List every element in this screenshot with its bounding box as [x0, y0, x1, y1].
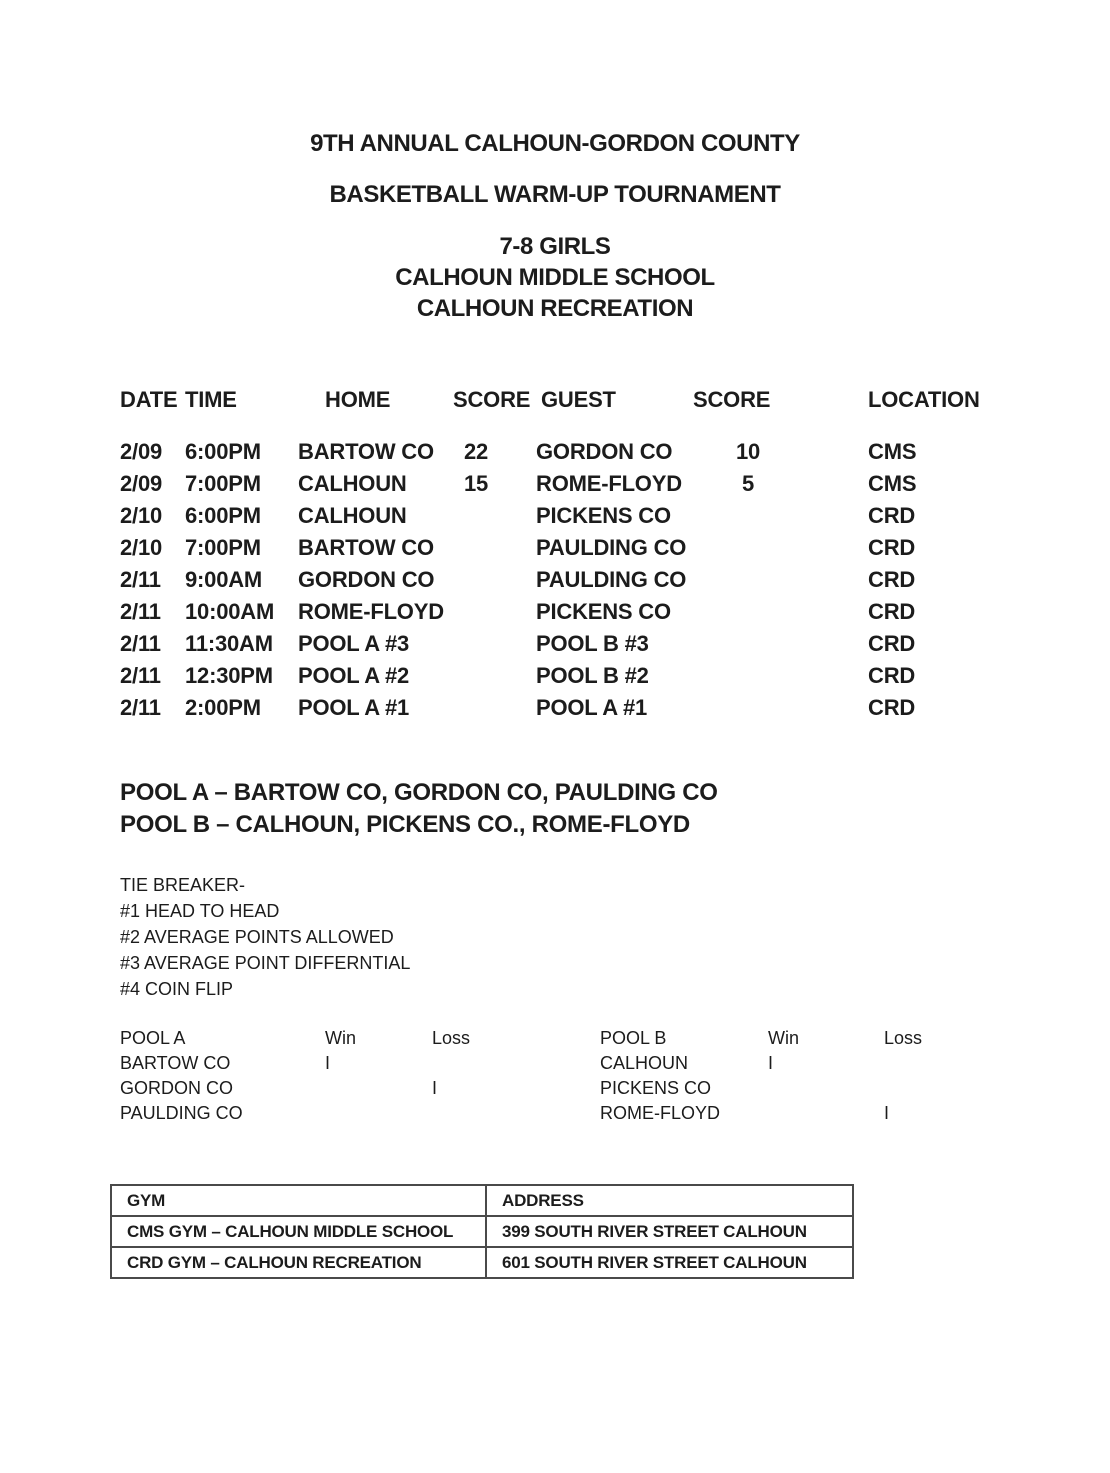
game-location: CMS: [868, 471, 917, 496]
pool-b-loss-label: Loss: [884, 1028, 923, 1048]
pool-a-title: POOL A: [120, 1028, 186, 1048]
home-team: POOL A #3: [298, 631, 410, 656]
pool-b-team: CALHOUN: [600, 1053, 689, 1073]
schedule-header-home: HOME: [325, 387, 391, 412]
pool-a-win-label: Win: [325, 1028, 356, 1048]
tie-breaker-heading: TIE BREAKER-: [120, 875, 246, 895]
home-team: POOL A #2: [298, 663, 410, 688]
gym-table-row: [111, 1216, 853, 1247]
tie-breaker-rule-4: #4 COIN FLIP: [120, 979, 234, 999]
game-date: 2/11: [120, 631, 161, 656]
home-team: BARTOW CO: [298, 535, 434, 560]
pool-a-assignment: POOL A – BARTOW CO, GORDON CO, PAULDING CO: [120, 779, 718, 806]
game-time: 11:30AM: [185, 631, 273, 656]
game-time: 9:00AM: [185, 567, 263, 592]
pool-b-win-tally: [768, 1101, 884, 1126]
gym-address-table: [110, 1184, 854, 1279]
schedule-header-date: DATE: [120, 387, 178, 412]
home-team: POOL A #1: [298, 695, 410, 720]
guest-score: [712, 628, 784, 660]
gym-column-header: GYM: [111, 1185, 486, 1216]
guest-team: POOL B #2: [536, 663, 649, 688]
pool-a-loss-label: Loss: [432, 1028, 471, 1048]
schedule-row: [120, 596, 989, 628]
pool-b-title: POOL B: [600, 1028, 667, 1048]
schedule-row: [120, 564, 989, 596]
game-location: CRD: [868, 503, 916, 528]
schedule-header-location: LOCATION: [868, 387, 980, 412]
tie-breaker-rule-2: #2 AVERAGE POINTS ALLOWED: [120, 927, 394, 947]
game-location: CRD: [868, 695, 916, 720]
game-location: CMS: [868, 439, 917, 464]
home-score: [445, 596, 507, 628]
home-score: [445, 628, 507, 660]
pool-a-team: BARTOW CO: [120, 1053, 231, 1073]
game-date: 2/09: [120, 471, 163, 496]
pool-a-team: GORDON CO: [120, 1078, 234, 1098]
home-team: BARTOW CO: [298, 439, 434, 464]
pool-b-win-tally: I: [768, 1053, 774, 1073]
home-team: CALHOUN: [298, 471, 407, 496]
standings-row: [120, 1101, 984, 1126]
document-title-line-1: 9TH ANNUAL CALHOUN-GORDON COUNTY: [310, 130, 800, 157]
pool-b-loss-tally: I: [884, 1103, 890, 1123]
home-team: GORDON CO: [298, 567, 435, 592]
schedule-header-home-score: SCORE: [453, 387, 531, 412]
pool-b-team: PICKENS CO: [600, 1078, 712, 1098]
guest-score: [712, 660, 784, 692]
home-score: 15: [463, 471, 489, 496]
tie-breaker-section: [120, 872, 410, 1002]
home-score: [445, 532, 507, 564]
gym-address: 399 SOUTH RIVER STREET CALHOUN: [486, 1216, 853, 1247]
home-team: ROME-FLOYD: [298, 599, 444, 624]
guest-team: POOL A #1: [536, 695, 648, 720]
game-time: 2:00PM: [185, 695, 261, 720]
guest-team: ROME-FLOYD: [536, 471, 682, 496]
guest-team: PICKENS CO: [536, 503, 671, 528]
guest-score: [712, 692, 784, 724]
address-column-header: ADDRESS: [486, 1185, 853, 1216]
standings-row: [120, 1051, 984, 1076]
game-time: 12:30PM: [185, 663, 273, 688]
game-date: 2/11: [120, 663, 161, 688]
tie-breaker-rule-3: #3 AVERAGE POINT DIFFERNTIAL: [120, 953, 411, 973]
game-date: 2/11: [120, 567, 161, 592]
game-location: CRD: [868, 535, 916, 560]
game-date: 2/09: [120, 439, 163, 464]
pool-a-win-tally: I: [325, 1053, 331, 1073]
guest-team: POOL B #3: [536, 631, 649, 656]
schedule-header-guest-score: SCORE: [693, 387, 771, 412]
guest-team: PAULDING CO: [536, 535, 687, 560]
gym-table-header-row: [111, 1185, 853, 1216]
pool-a-loss-tally: [432, 1101, 600, 1126]
schedule-header-guest: GUEST: [541, 387, 616, 412]
document-subtitle-venue-1: CALHOUN MIDDLE SCHOOL: [395, 264, 715, 291]
standings-row: [120, 1076, 984, 1101]
game-location: CRD: [868, 599, 916, 624]
tie-breaker-rule-1: #1 HEAD TO HEAD: [120, 901, 280, 921]
pool-a-win-tally: [325, 1101, 432, 1126]
schedule-header-row: [120, 386, 989, 414]
pool-a-team: PAULDING CO: [120, 1103, 243, 1123]
home-team: CALHOUN: [298, 503, 407, 528]
game-time: 6:00PM: [185, 439, 261, 464]
guest-team: GORDON CO: [536, 439, 673, 464]
game-time: 10:00AM: [185, 599, 275, 624]
gym-name: CRD GYM – CALHOUN RECREATION: [111, 1247, 486, 1278]
pool-a-win-tally: [325, 1076, 432, 1101]
schedule-row: [120, 532, 989, 564]
game-schedule-table: [120, 386, 989, 724]
pool-b-win-tally: [768, 1076, 884, 1101]
game-location: CRD: [868, 663, 916, 688]
game-date: 2/10: [120, 503, 163, 528]
schedule-row: [120, 660, 989, 692]
gym-table-row: [111, 1247, 853, 1278]
guest-score: [712, 596, 784, 628]
schedule-row: [120, 468, 989, 500]
guest-team: PAULDING CO: [536, 567, 687, 592]
pool-b-assignment: POOL B – CALHOUN, PICKENS CO., ROME-FLOYD: [120, 811, 690, 838]
guest-team: PICKENS CO: [536, 599, 671, 624]
schedule-row: [120, 692, 989, 724]
schedule-row: [120, 436, 989, 468]
pool-standings: [120, 1026, 984, 1126]
home-score: [445, 692, 507, 724]
pool-b-loss-tally: [884, 1076, 984, 1101]
pool-b-loss-tally: [884, 1051, 984, 1076]
game-time: 7:00PM: [185, 535, 261, 560]
guest-score: [712, 500, 784, 532]
game-date: 2/11: [120, 599, 161, 624]
pool-b-team: ROME-FLOYD: [600, 1103, 721, 1123]
guest-score: [712, 532, 784, 564]
standings-header-row: [120, 1026, 984, 1051]
schedule-row: [120, 500, 989, 532]
pool-b-win-label: Win: [768, 1028, 799, 1048]
document-subtitle-venue-2: CALHOUN RECREATION: [416, 295, 694, 322]
pool-a-loss-tally: [432, 1051, 600, 1076]
home-score: [445, 660, 507, 692]
game-date: 2/10: [120, 535, 163, 560]
home-score: 22: [463, 439, 489, 464]
schedule-header-time: TIME: [185, 387, 237, 412]
gym-address: 601 SOUTH RIVER STREET CALHOUN: [486, 1247, 853, 1278]
document-title-line-2: BASKETBALL WARM-UP TOURNAMENT: [329, 181, 781, 208]
game-time: 7:00PM: [185, 471, 261, 496]
gym-name: CMS GYM – CALHOUN MIDDLE SCHOOL: [111, 1216, 486, 1247]
game-time: 6:00PM: [185, 503, 261, 528]
guest-score: 5: [741, 471, 755, 496]
game-date: 2/11: [120, 695, 161, 720]
game-location: CRD: [868, 567, 916, 592]
guest-score: 10: [735, 439, 761, 464]
pool-a-loss-tally: I: [432, 1078, 438, 1098]
schedule-row: [120, 628, 989, 660]
document-subtitle-division: 7-8 GIRLS: [499, 233, 611, 260]
home-score: [445, 500, 507, 532]
game-location: CRD: [868, 631, 916, 656]
guest-score: [712, 564, 784, 596]
home-score: [445, 564, 507, 596]
